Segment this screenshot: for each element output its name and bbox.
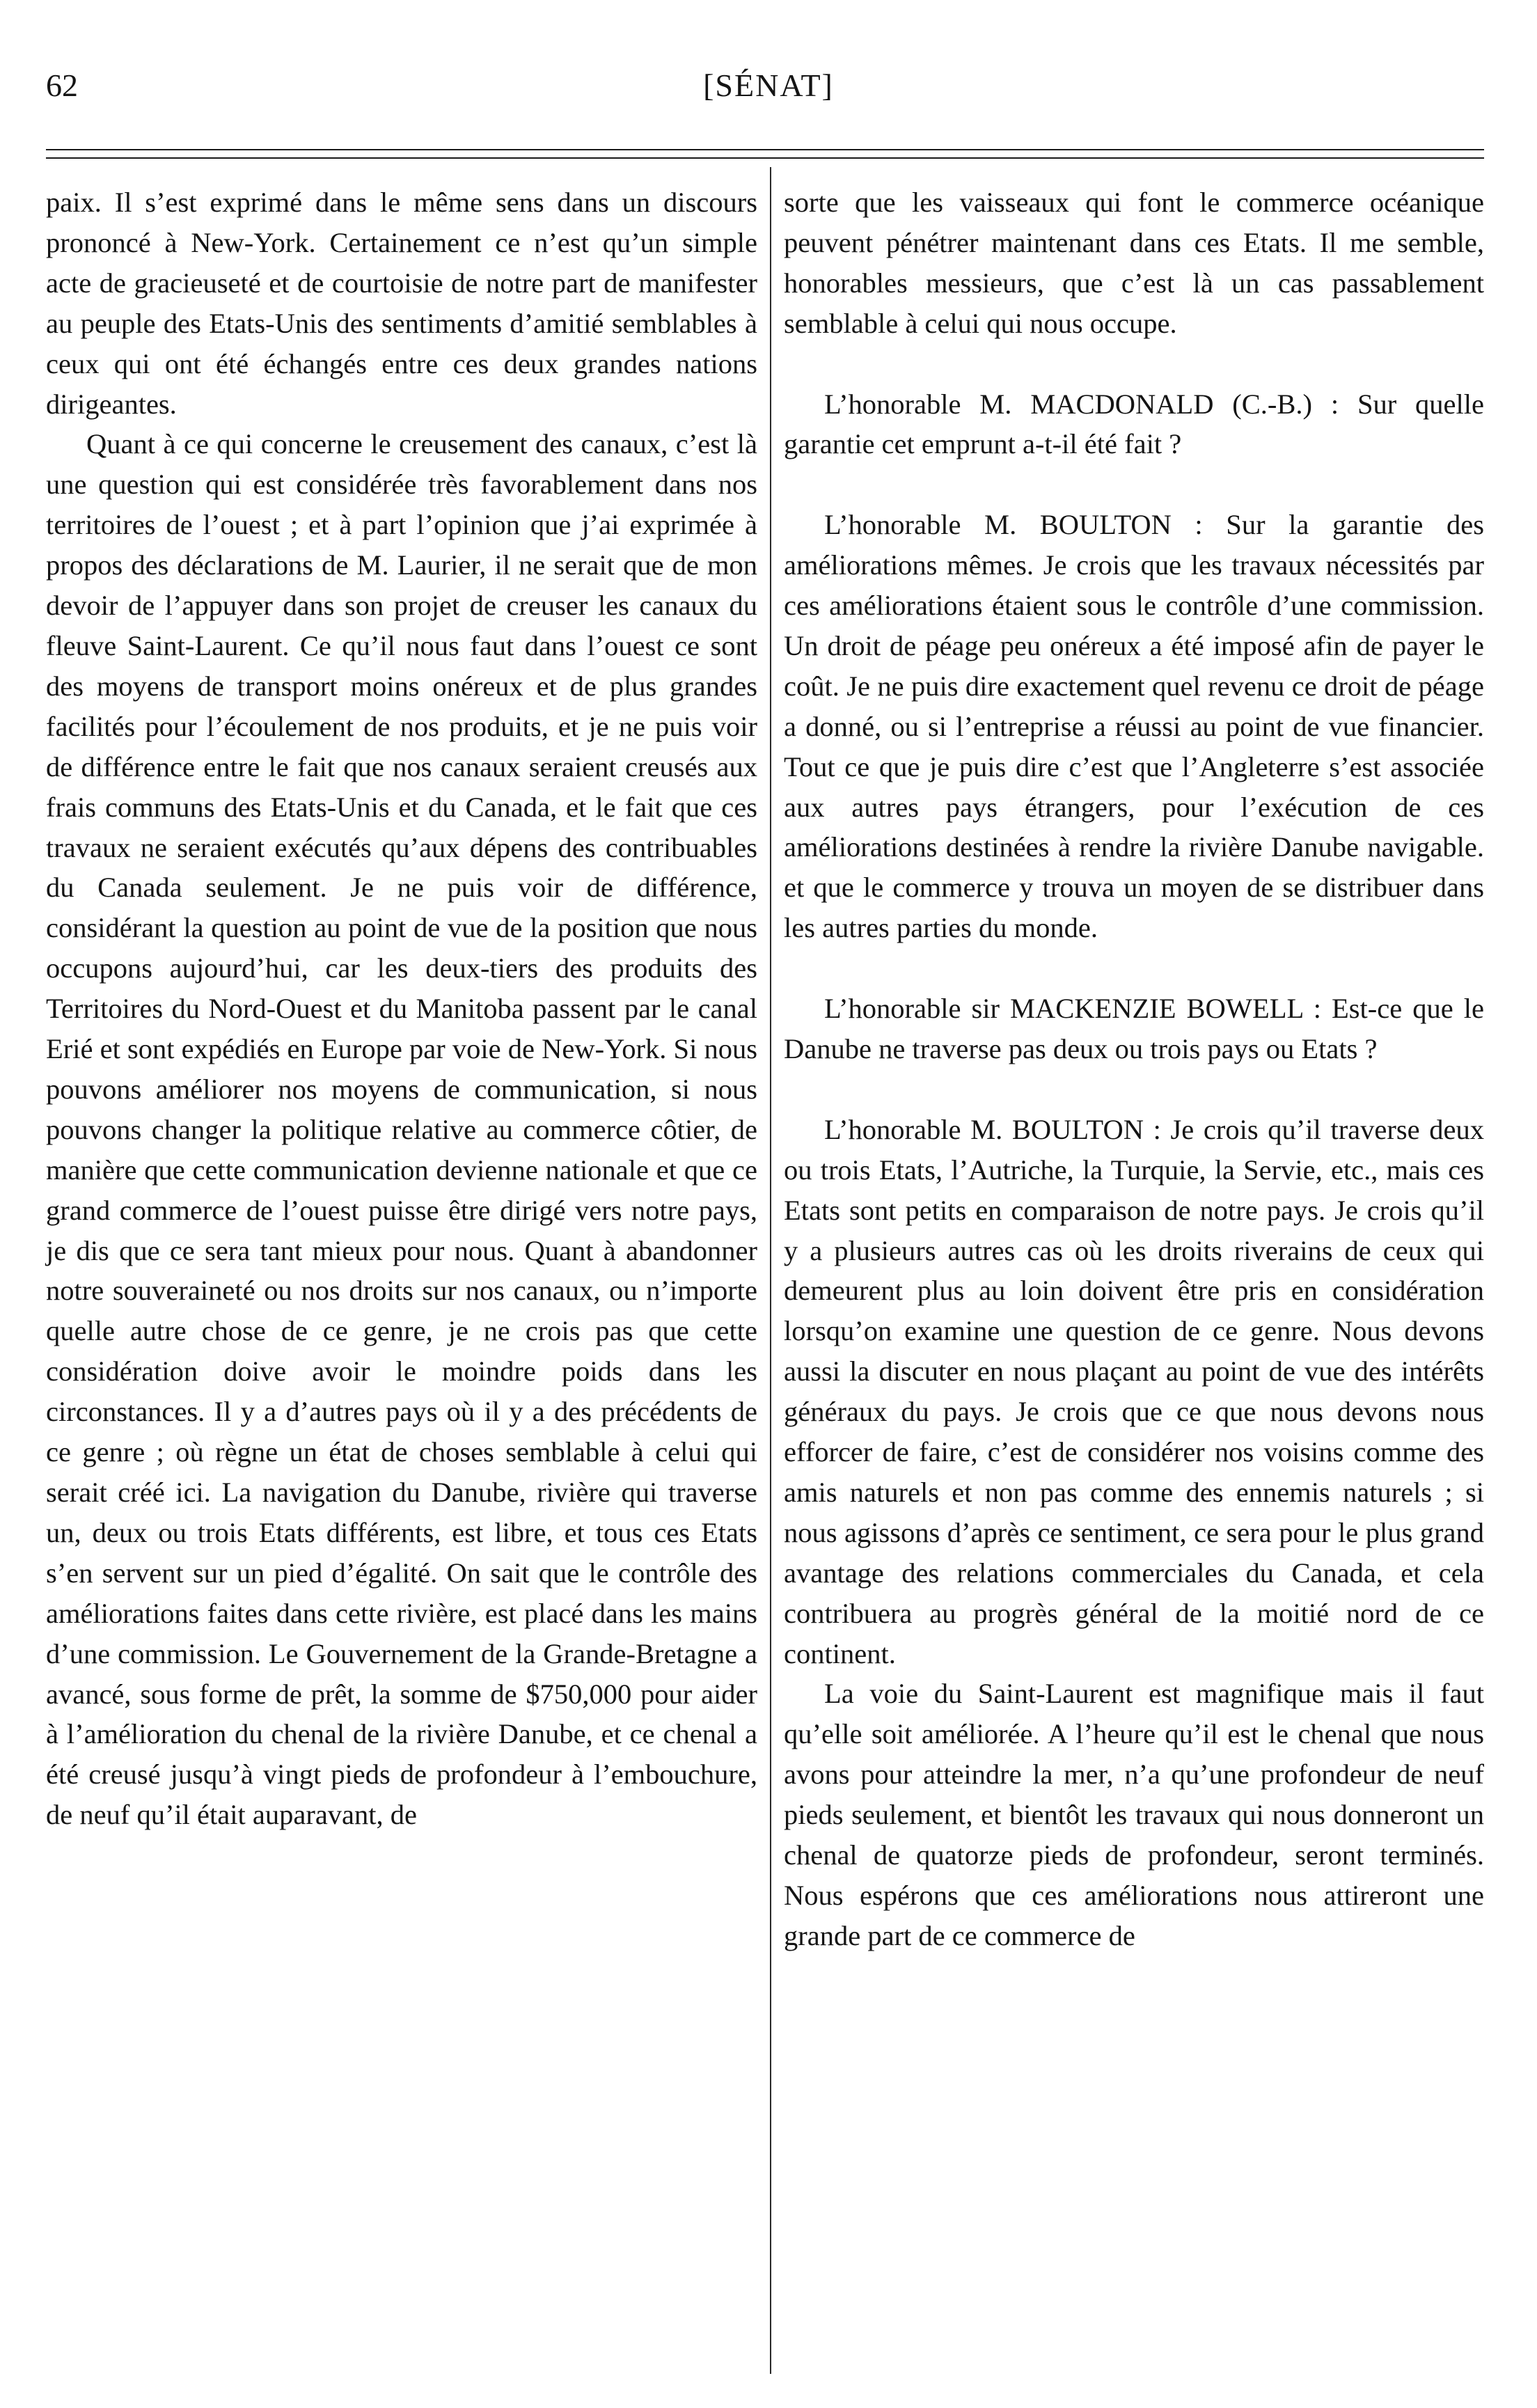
speech-boulton-reply: L’honorable M. BOULTON : Je crois qu’il traverse deux ou trois Etats, l’Autriche, la Turquie, la Servie, etc., mais ces Etats sont petits en comparaison de notre pays. Je crois qu’il y a plusieurs autres cas où les droits riverains de ceux qui demeurent plus au loin doivent être pris en considération lorsqu’on examine une question de ce genre. Nous devons aussi la discuter en nous plaçant au point de vue des intérêts généraux du pays. Je crois que ce que nous devons nous efforcer de faire, c’est de considérer nos voisins comme des amis naturels et non pas comme des ennemis naturels ; si nous agissons d’après ce sentiment, ce sera pour le plus grand avantage des relations commerciales du Canada, et cela contribuera au progrès général de la moitié nord de ce continent. xyxy=(784,1113,1484,1669)
running-head: [SÉNAT] xyxy=(703,68,834,103)
paragraph: sorte que les vaisseaux qui font le commerce océanique peuvent pénétrer maintenant dans ces Etats. Il me semble, honorables messieurs, que c’est là un cas passablement semblable à celui qui nous occupe. xyxy=(784,187,1484,339)
left-column xyxy=(46,182,757,1835)
header-rule-bottom xyxy=(46,157,1484,159)
speech-boulton: L’honorable M. BOULTON : Sur la garantie des améliorations mêmes. Je crois que les travaux nécessités par ces améliorations étaient sous le contrôle d’une commission. Un droit de péage peu onéreux a été imposé afin de payer le coût. Je ne puis dire exactement quel revenu ce droit de péage a donné, ou si l’entreprise a réussi au point de vue financier. Tout ce que je puis dire c’est que l’Angleterre s’est associée aux autres pays étrangers, pour l’exécution de ces améliorations destinées à rendre la rivière Danube navigable. et que le commerce y trouva un moyen de se distribuer dans les autres parties du monde. xyxy=(784,509,1484,944)
speech-macdonald: L’honorable M. MACDONALD (C.-B.) : Sur quelle garantie cet emprunt a-t-il été fait ? xyxy=(784,388,1484,460)
paragraph: paix. Il s’est exprimé dans le même sens dans un discours prononcé à New-York. Certainement ce n’est qu’un simple acte de gracieuseté et de courtoisie de notre part de manifester au peuple des Etats-Unis des sentiments d’amitié semblables à ceux qui ont été échangés entre ces deux grandes nations dirigeantes. xyxy=(46,187,757,420)
header-rule-top xyxy=(46,149,1484,150)
paragraph: Quant à ce qui concerne le creusement des canaux, c’est là une question qui est considérée très favorablement dans nos territoires de l’ouest ; et à part l’opinion que j’ai exprimée à propos des déclarations de M. Laurier, il ne serait que de mon devoir de l’appuyer dans son projet de creuser les canaux du fleuve Saint-Laurent. Ce qu’il nous faut dans l’ouest ce sont des moyens de transport moins onéreux et de plus grandes facilités pour l’écoulement de nos produits, et je ne puis voir de différence entre le fait que nos canaux seraient creusés aux frais communs des Etats-Unis et du Canada, et le fait que ces travaux ne seraient exécutés qu’aux dépens des contribuables du Canada seulement. Je ne puis voir de différence, considérant la question au point de vue de la position que nous occupons aujourd’hui, car les deux-tiers des produits des Territoires du Nord-Ouest et du Manitoba passent par le canal Erié et sont expédiés en Europe par voie de New-York. Si nous pouvons améliorer nos moyens de communication, si nous pouvons changer la politique relative au commerce côtier, de manière que cette communication devienne nationale et que ce grand commerce de l’ouest puisse être dirigé vers notre pays, je dis que ce sera tant mieux pour nous. Quant à abandonner notre souveraineté ou nos droits sur nos canaux, ou n’importe quelle autre chose de ce genre, je ne crois pas que cette considération doive avoir le moindre poids dans les circonstances. Il y a d’autres pays où il y a des précédents de ce genre ; où règne un état de choses semblable à celui qui serait créé ici. La navigation du Danube, rivière qui traverse un, deux ou trois Etats différents, est libre, et tous ces Etats s’en servent sur un pied d’égalité. On sait que le contrôle des améliorations faites dans cette rivière, est placé dans les mains d’une commission. Le Gouvernement de la Grande-Bretagne a avancé, sous forme de prêt, la somme de $750,000 pour aider à l’amélioration du chenal de la rivière Danube, et ce chenal a été creusé jusqu’à vingt pieds de profondeur à l’embouchure, de neuf qu’il était auparavant, de xyxy=(46,428,757,1831)
column-divider xyxy=(770,167,771,2374)
paragraph: La voie du Saint-Laurent est magnifique mais il faut qu’elle soit améliorée. A l’heure qu’il est le chenal que nous avons pour atteindre la mer, n’a qu’une profondeur de neuf pieds seulement, et bientôt les travaux qui nous donneront un chenal de quatorze pieds de profondeur, seront terminés. Nous espérons que ces améliorations nous attireront une grande part de ce commerce de xyxy=(784,1678,1484,1951)
page-number: 62 xyxy=(46,68,78,103)
right-column xyxy=(784,182,1484,1956)
speech-bowell: L’honorable sir MACKENZIE BOWELL : Est-ce que le Danube ne traverse pas deux ou trois pays ou Etats ? xyxy=(784,993,1484,1064)
